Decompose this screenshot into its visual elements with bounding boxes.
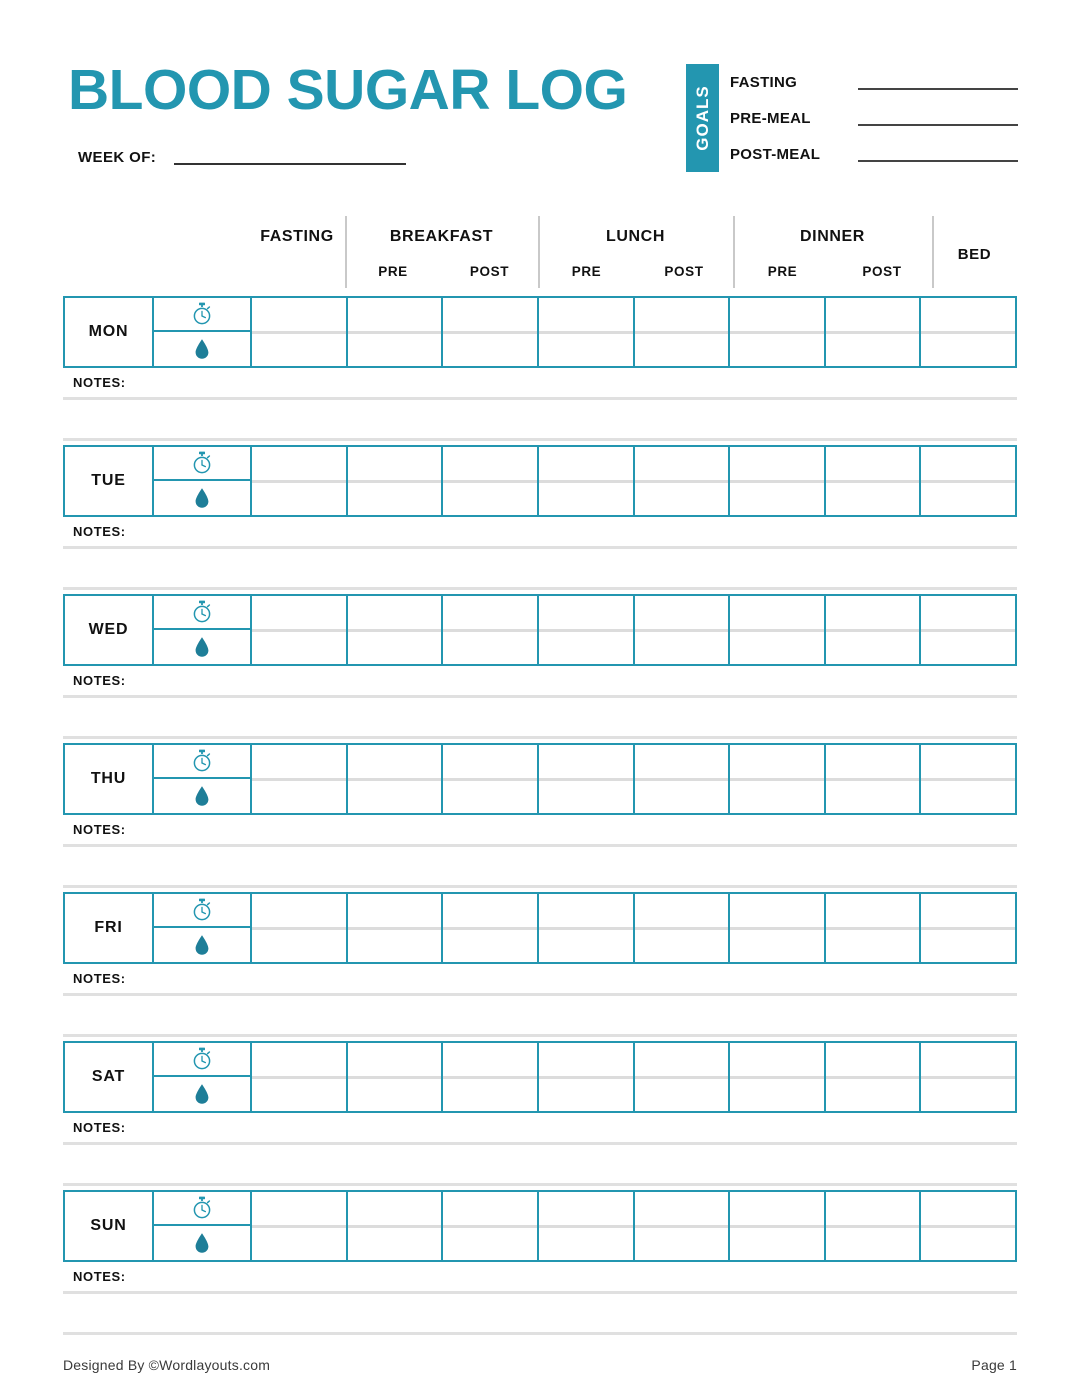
day-row-table <box>63 1041 1017 1113</box>
notes-area-thu <box>63 823 1017 888</box>
reading-cell-tue-4[interactable] <box>635 447 731 515</box>
goal-label-fasting: FASTING <box>730 73 798 91</box>
notes-line-2[interactable] <box>63 736 1017 739</box>
blood-drop-icon <box>154 332 250 366</box>
blood-drop-icon-svg <box>194 1083 210 1105</box>
cell-divider <box>539 629 633 632</box>
reading-cell-fri-1[interactable] <box>348 894 444 962</box>
week-of-field[interactable] <box>78 150 406 167</box>
cell-divider <box>826 331 920 334</box>
goal-label-post-meal: POST-MEAL <box>730 145 821 163</box>
notes-line-2[interactable] <box>63 1183 1017 1186</box>
icon-column <box>154 745 252 813</box>
cell-divider <box>443 1225 537 1228</box>
reading-cell-sat-7[interactable] <box>921 1043 1015 1111</box>
day-reading-cells <box>252 745 1015 813</box>
cell-divider <box>730 331 824 334</box>
stopwatch-icon-svg <box>191 451 213 475</box>
cell-divider <box>539 1225 633 1228</box>
day-label-text: FRI <box>94 919 123 936</box>
notes-line-2[interactable] <box>63 1034 1017 1037</box>
reading-cell-wed-6[interactable] <box>826 596 922 664</box>
cell-divider <box>443 331 537 334</box>
notes-area-wed <box>63 674 1017 739</box>
blood-drop-icon <box>154 779 250 813</box>
cell-divider <box>635 331 729 334</box>
notes-label: NOTES: <box>73 1120 126 1135</box>
reading-cell-fri-5[interactable] <box>730 894 826 962</box>
cell-divider <box>348 331 442 334</box>
column-header-dinner-post: POST <box>862 264 902 279</box>
reading-cell-tue-0[interactable] <box>252 447 348 515</box>
cell-divider <box>826 629 920 632</box>
day-reading-cells <box>252 1043 1015 1111</box>
cell-divider <box>443 1076 537 1079</box>
reading-cell-sat-6[interactable] <box>826 1043 922 1111</box>
reading-cell-sat-5[interactable] <box>730 1043 826 1111</box>
day-label-text: SAT <box>91 1068 126 1085</box>
blood-drop-icon-svg <box>194 934 210 956</box>
cell-divider <box>921 778 1015 781</box>
goals-list <box>730 64 1018 172</box>
day-label-sat <box>65 1043 154 1111</box>
cell-divider <box>252 1225 346 1228</box>
notes-label: NOTES: <box>73 524 126 539</box>
reading-cell-sat-2[interactable] <box>443 1043 539 1111</box>
cell-divider <box>252 927 346 930</box>
reading-cell-tue-5[interactable] <box>730 447 826 515</box>
reading-cell-fri-0[interactable] <box>252 894 348 962</box>
notes-line-2[interactable] <box>63 1332 1017 1335</box>
blood-drop-icon-svg <box>194 1232 210 1254</box>
week-of-input-line[interactable] <box>174 163 406 165</box>
reading-cell-mon-0[interactable] <box>252 298 348 366</box>
day-label-thu <box>65 745 154 813</box>
stopwatch-icon <box>154 1192 250 1226</box>
blood-drop-icon-svg <box>194 338 210 360</box>
day-label-text: SUN <box>90 1217 127 1234</box>
page-footer <box>63 1357 1017 1373</box>
cell-divider <box>252 629 346 632</box>
reading-cell-thu-3[interactable] <box>539 745 635 813</box>
day-block-sat <box>63 1041 1017 1186</box>
footer-credit: Designed By ©Wordlayouts.com <box>63 1357 271 1373</box>
reading-cell-wed-4[interactable] <box>635 596 731 664</box>
cell-divider <box>443 629 537 632</box>
column-header-fasting: FASTING <box>260 228 334 245</box>
column-header-lunch-post: POST <box>664 264 704 279</box>
day-reading-cells <box>252 447 1015 515</box>
reading-cell-wed-1[interactable] <box>348 596 444 664</box>
blood-drop-icon <box>154 1077 250 1111</box>
stopwatch-icon <box>154 447 250 481</box>
reading-cell-tue-6[interactable] <box>826 447 922 515</box>
icon-column <box>154 1192 252 1260</box>
blood-drop-icon <box>154 928 250 962</box>
stopwatch-icon <box>154 596 250 630</box>
notes-line-1[interactable] <box>63 844 1017 847</box>
cell-divider <box>252 331 346 334</box>
notes-label: NOTES: <box>73 375 126 390</box>
day-block-mon <box>63 296 1017 441</box>
notes-line-1[interactable] <box>63 695 1017 698</box>
column-header-lunch-pre: PRE <box>571 264 602 279</box>
blood-drop-icon-svg <box>194 636 210 658</box>
notes-line-1[interactable] <box>63 546 1017 549</box>
cell-divider <box>539 331 633 334</box>
cell-divider <box>635 778 729 781</box>
reading-cell-sat-0[interactable] <box>252 1043 348 1111</box>
reading-cell-thu-4[interactable] <box>635 745 731 813</box>
day-reading-cells <box>252 298 1015 366</box>
column-header-dinner-pre: PRE <box>767 264 798 279</box>
cell-divider <box>730 778 824 781</box>
reading-cell-thu-6[interactable] <box>826 745 922 813</box>
reading-cell-sun-3[interactable] <box>539 1192 635 1260</box>
stopwatch-icon-svg <box>191 1047 213 1071</box>
day-reading-cells <box>252 894 1015 962</box>
notes-line-1[interactable] <box>63 1142 1017 1145</box>
stopwatch-icon <box>154 1043 250 1077</box>
column-header-breakfast-pre: PRE <box>378 264 408 279</box>
cell-divider <box>730 1225 824 1228</box>
goals-tab <box>686 64 719 172</box>
day-reading-cells <box>252 596 1015 664</box>
cell-divider <box>730 629 824 632</box>
stopwatch-icon-svg <box>191 302 213 326</box>
cell-divider <box>921 1076 1015 1079</box>
table-column-headers <box>63 212 1017 288</box>
day-block-thu <box>63 743 1017 888</box>
day-label-text: THU <box>90 770 127 787</box>
cell-divider <box>730 1076 824 1079</box>
reading-cell-fri-2[interactable] <box>443 894 539 962</box>
reading-cell-wed-3[interactable] <box>539 596 635 664</box>
cell-divider <box>635 629 729 632</box>
cell-divider <box>252 1076 346 1079</box>
notes-line-1[interactable] <box>63 993 1017 996</box>
day-row-table <box>63 1190 1017 1262</box>
notes-line-1[interactable] <box>63 397 1017 400</box>
reading-cell-sun-7[interactable] <box>921 1192 1015 1260</box>
stopwatch-icon <box>154 745 250 779</box>
reading-cell-mon-4[interactable] <box>635 298 731 366</box>
reading-cell-fri-7[interactable] <box>921 894 1015 962</box>
notes-label: NOTES: <box>73 1269 126 1284</box>
goal-input-post-meal[interactable] <box>858 160 1018 162</box>
reading-cell-tue-1[interactable] <box>348 447 444 515</box>
icon-column <box>154 447 252 515</box>
stopwatch-icon-svg <box>191 898 213 922</box>
cell-divider <box>539 480 633 483</box>
reading-cell-fri-4[interactable] <box>635 894 731 962</box>
cell-divider <box>826 1225 920 1228</box>
reading-cell-sun-2[interactable] <box>443 1192 539 1260</box>
notes-line-1[interactable] <box>63 1291 1017 1294</box>
cell-divider <box>921 480 1015 483</box>
cell-divider <box>252 778 346 781</box>
cell-divider <box>826 778 920 781</box>
cell-divider <box>252 480 346 483</box>
cell-divider <box>826 1076 920 1079</box>
stopwatch-icon-svg <box>191 600 213 624</box>
cell-divider <box>635 927 729 930</box>
column-header-breakfast: BREAKFAST <box>389 228 494 245</box>
day-row-table <box>63 445 1017 517</box>
notes-line-2[interactable] <box>63 587 1017 590</box>
reading-cell-fri-6[interactable] <box>826 894 922 962</box>
reading-cell-mon-2[interactable] <box>443 298 539 366</box>
day-label-text: MON <box>88 323 129 340</box>
footer-page-number: Page 1 <box>971 1357 1017 1373</box>
reading-cell-thu-5[interactable] <box>730 745 826 813</box>
day-row-table <box>63 594 1017 666</box>
reading-cell-mon-1[interactable] <box>348 298 444 366</box>
cell-divider <box>348 1076 442 1079</box>
reading-cell-thu-2[interactable] <box>443 745 539 813</box>
notes-label: NOTES: <box>73 971 126 986</box>
page-title: BLOOD SUGAR LOG <box>68 58 628 122</box>
cell-divider <box>635 1076 729 1079</box>
cell-divider <box>348 778 442 781</box>
goal-row-fasting[interactable] <box>730 64 1018 100</box>
cell-divider <box>348 1225 442 1228</box>
reading-cell-mon-6[interactable] <box>826 298 922 366</box>
reading-cell-thu-0[interactable] <box>252 745 348 813</box>
reading-cell-sun-5[interactable] <box>730 1192 826 1260</box>
notes-area-tue <box>63 525 1017 590</box>
reading-cell-fri-3[interactable] <box>539 894 635 962</box>
day-label-tue <box>65 447 154 515</box>
day-block-wed <box>63 594 1017 739</box>
day-row-table <box>63 296 1017 368</box>
cell-divider <box>539 778 633 781</box>
notes-area-mon <box>63 376 1017 441</box>
cell-divider <box>348 480 442 483</box>
column-header-dinner: DINNER <box>800 228 865 245</box>
icon-column <box>154 298 252 366</box>
reading-cell-sun-4[interactable] <box>635 1192 731 1260</box>
day-row-table <box>63 743 1017 815</box>
cell-divider <box>921 1225 1015 1228</box>
reading-cell-wed-0[interactable] <box>252 596 348 664</box>
cell-divider <box>348 629 442 632</box>
blood-drop-icon-svg <box>194 785 210 807</box>
reading-cell-wed-5[interactable] <box>730 596 826 664</box>
day-label-fri <box>65 894 154 962</box>
goals-section <box>686 64 1018 174</box>
icon-column <box>154 894 252 962</box>
stopwatch-icon <box>154 298 250 332</box>
cell-divider <box>921 629 1015 632</box>
reading-cell-tue-7[interactable] <box>921 447 1015 515</box>
column-header-breakfast-post: POST <box>469 264 510 279</box>
reading-cell-wed-2[interactable] <box>443 596 539 664</box>
notes-label: NOTES: <box>73 822 126 837</box>
cell-divider <box>635 1225 729 1228</box>
goal-row-pre-meal[interactable] <box>730 100 1018 136</box>
stopwatch-icon-svg <box>191 749 213 773</box>
reading-cell-wed-7[interactable] <box>921 596 1015 664</box>
day-block-tue <box>63 445 1017 590</box>
notes-area-fri <box>63 972 1017 1037</box>
blood-drop-icon <box>154 1226 250 1260</box>
cell-divider <box>730 480 824 483</box>
goal-input-pre-meal[interactable] <box>858 124 1018 126</box>
day-label-wed <box>65 596 154 664</box>
page-header <box>0 0 1080 196</box>
day-label-text: WED <box>88 621 129 638</box>
cell-divider <box>635 480 729 483</box>
cell-divider <box>348 927 442 930</box>
cell-divider <box>443 927 537 930</box>
stopwatch-icon-svg <box>191 1196 213 1220</box>
reading-cell-sat-3[interactable] <box>539 1043 635 1111</box>
notes-area-sat <box>63 1121 1017 1186</box>
reading-cell-mon-3[interactable] <box>539 298 635 366</box>
cell-divider <box>443 480 537 483</box>
cell-divider <box>921 331 1015 334</box>
reading-cell-tue-3[interactable] <box>539 447 635 515</box>
reading-cell-sun-6[interactable] <box>826 1192 922 1260</box>
reading-cell-sat-4[interactable] <box>635 1043 731 1111</box>
cell-divider <box>539 927 633 930</box>
week-of-label: WEEK OF: <box>78 149 157 166</box>
blood-drop-icon <box>154 630 250 664</box>
blood-drop-icon <box>154 481 250 515</box>
icon-column <box>154 596 252 664</box>
reading-cell-mon-5[interactable] <box>730 298 826 366</box>
cell-divider <box>826 927 920 930</box>
day-label-sun <box>65 1192 154 1260</box>
blood-drop-icon-svg <box>194 487 210 509</box>
reading-cell-thu-7[interactable] <box>921 745 1015 813</box>
cell-divider <box>730 927 824 930</box>
goal-input-fasting[interactable] <box>858 88 1018 90</box>
reading-cell-sun-1[interactable] <box>348 1192 444 1260</box>
day-block-sun <box>63 1190 1017 1335</box>
notes-label: NOTES: <box>73 673 126 688</box>
reading-cell-sat-1[interactable] <box>348 1043 444 1111</box>
day-block-fri <box>63 892 1017 1037</box>
stopwatch-icon <box>154 894 250 928</box>
column-header-bed: BED <box>957 246 992 263</box>
goal-row-post-meal[interactable] <box>730 136 1018 172</box>
notes-line-2[interactable] <box>63 438 1017 441</box>
icon-column <box>154 1043 252 1111</box>
notes-line-2[interactable] <box>63 885 1017 888</box>
day-reading-cells <box>252 1192 1015 1260</box>
reading-cell-mon-7[interactable] <box>921 298 1015 366</box>
reading-cell-tue-2[interactable] <box>443 447 539 515</box>
cell-divider <box>921 927 1015 930</box>
cell-divider <box>826 480 920 483</box>
day-label-text: TUE <box>91 472 126 489</box>
reading-cell-sun-0[interactable] <box>252 1192 348 1260</box>
notes-area-sun <box>63 1270 1017 1335</box>
goals-tab-label: GOALS <box>692 85 712 151</box>
goal-label-pre-meal: PRE-MEAL <box>730 109 811 127</box>
day-row-table <box>63 892 1017 964</box>
reading-cell-thu-1[interactable] <box>348 745 444 813</box>
cell-divider <box>443 778 537 781</box>
cell-divider <box>539 1076 633 1079</box>
day-label-mon <box>65 298 154 366</box>
column-header-lunch: LUNCH <box>606 228 665 245</box>
